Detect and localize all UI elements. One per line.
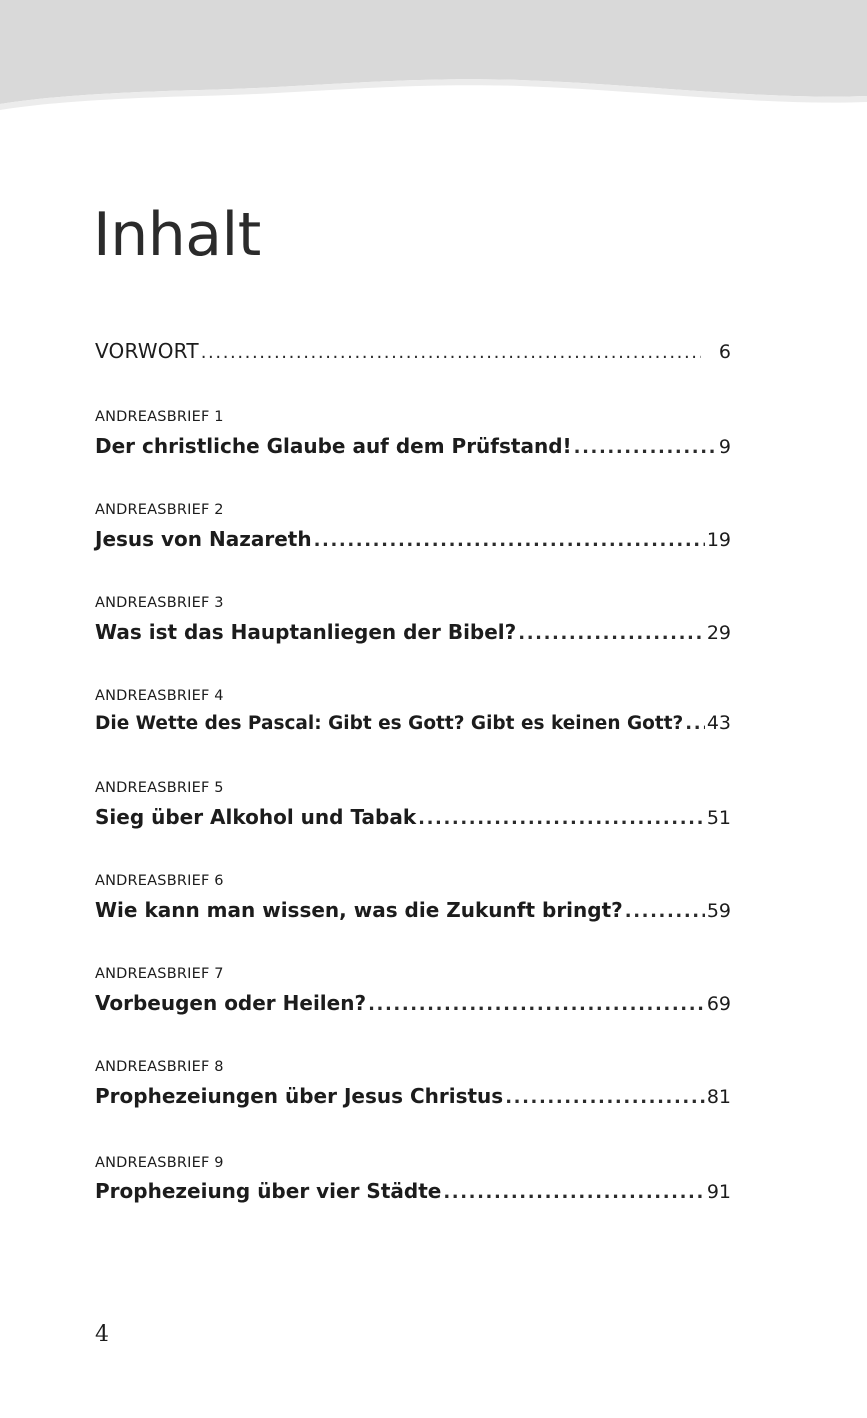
toc-entry-title: Die Wette des Pascal: Gibt es Gott? Gibt es keinen Gott? xyxy=(95,713,684,734)
toc-entry[interactable] xyxy=(95,712,731,734)
toc-entry[interactable] xyxy=(95,1179,731,1203)
chapter-label: ANDREASBRIEF 5 xyxy=(95,780,224,796)
toc-page-number: 91 xyxy=(706,1181,731,1203)
dot-leader xyxy=(314,530,705,551)
toc-entry-vorwort[interactable] xyxy=(95,339,731,363)
toc-entry[interactable] xyxy=(95,991,731,1015)
toc-entry-title: VORWORT xyxy=(95,339,199,363)
chapter-label: ANDREASBRIEF 8 xyxy=(95,1059,224,1075)
dot-leader xyxy=(443,1182,704,1203)
chapter-label: ANDREASBRIEF 1 xyxy=(95,409,224,425)
toc-entry[interactable] xyxy=(95,898,731,922)
dot-leader xyxy=(574,437,717,458)
toc-entry-title: Der christliche Glaube auf dem Prüfstand! xyxy=(95,434,572,458)
header-wave-band xyxy=(0,0,867,130)
toc-entry[interactable] xyxy=(95,1084,731,1108)
page-number: 4 xyxy=(95,1322,109,1347)
toc-entry-title: Wie kann man wissen, was die Zukunft bringt? xyxy=(95,898,623,922)
dot-leader xyxy=(685,713,705,734)
toc-page-number: 29 xyxy=(706,622,731,644)
dot-leader xyxy=(518,623,705,644)
chapter-label: ANDREASBRIEF 6 xyxy=(95,873,224,889)
toc-page-number: 59 xyxy=(706,900,731,922)
toc-page-number: 9 xyxy=(718,436,731,458)
toc-page-number: 6 xyxy=(718,341,731,363)
toc-entry-title: Vorbeugen oder Heilen? xyxy=(95,991,367,1015)
toc-page-number: 51 xyxy=(706,807,731,829)
toc-entry[interactable] xyxy=(95,620,731,644)
toc-entry-title: Prophezeiung über vier Städte xyxy=(95,1179,442,1203)
dot-leader xyxy=(201,342,701,363)
chapter-label: ANDREASBRIEF 9 xyxy=(95,1155,224,1171)
dot-leader xyxy=(368,994,705,1015)
dot-leader xyxy=(505,1087,705,1108)
toc-page-number: 43 xyxy=(706,712,731,734)
dot-leader xyxy=(625,901,705,922)
toc-entry-title: Prophezeiungen über Jesus Christus xyxy=(95,1084,504,1108)
toc-entry-title: Sieg über Alkohol und Tabak xyxy=(95,805,417,829)
toc-entry-title: Was ist das Hauptanliegen der Bibel? xyxy=(95,620,517,644)
toc-page-number: 81 xyxy=(706,1086,731,1108)
dot-leader xyxy=(418,808,705,829)
chapter-label: ANDREASBRIEF 4 xyxy=(95,688,224,704)
toc-entry[interactable] xyxy=(95,805,731,829)
toc-page-number: 19 xyxy=(706,529,731,551)
toc-entry-title: Jesus von Nazareth xyxy=(95,527,312,551)
chapter-label: ANDREASBRIEF 3 xyxy=(95,595,224,611)
toc-entry[interactable] xyxy=(95,527,731,551)
page-title: Inhalt xyxy=(93,200,261,270)
chapter-label: ANDREASBRIEF 2 xyxy=(95,502,224,518)
toc-entry[interactable] xyxy=(95,434,731,458)
chapter-label: ANDREASBRIEF 7 xyxy=(95,966,224,982)
toc-page-number: 69 xyxy=(706,993,731,1015)
